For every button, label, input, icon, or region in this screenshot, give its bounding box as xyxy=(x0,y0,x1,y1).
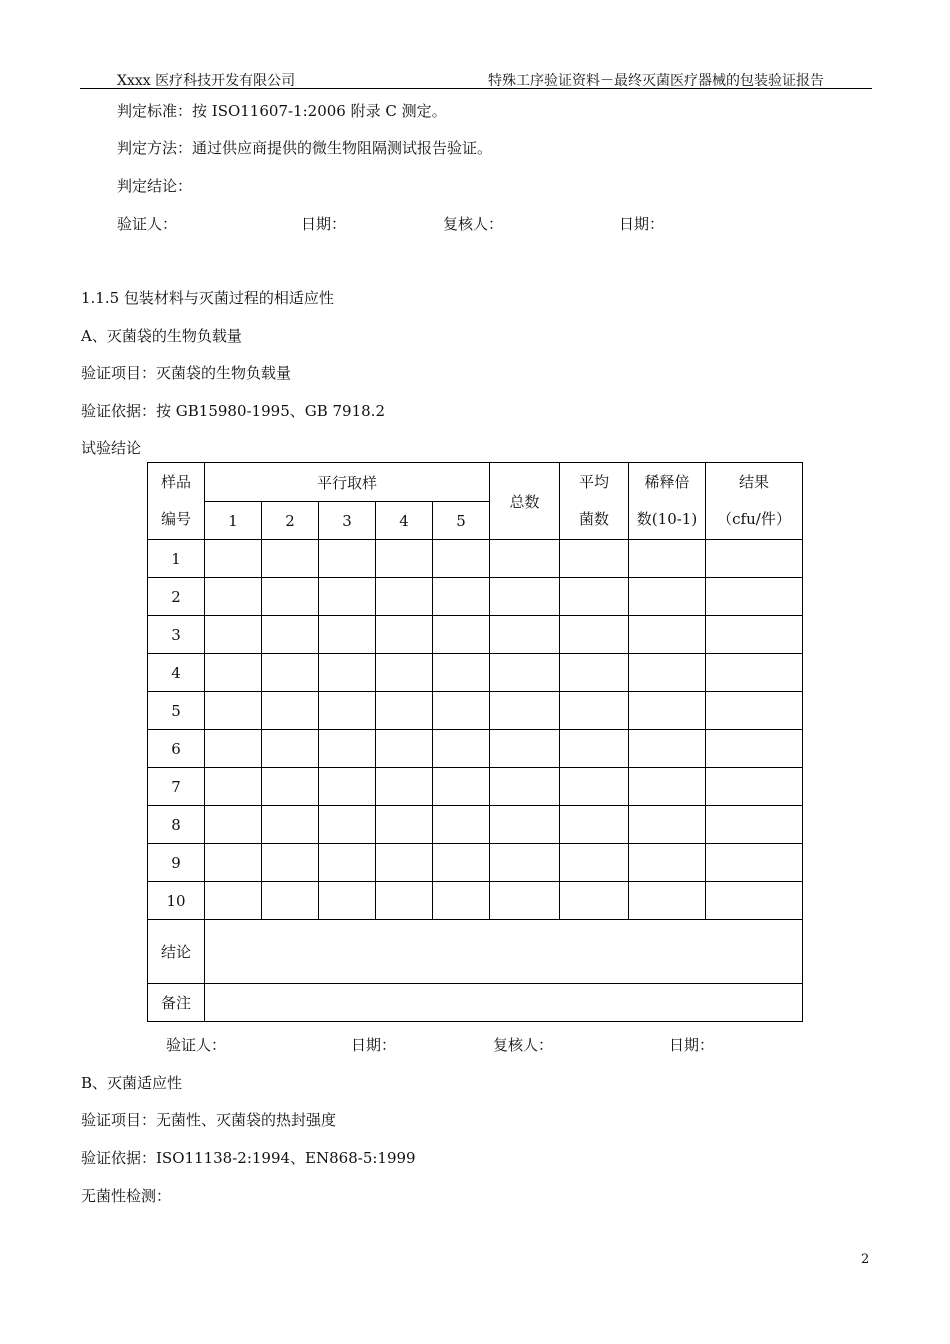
conclusion-label: 结论 xyxy=(148,920,205,984)
verification-item: 验证项目：无菌性、灭菌袋的热封强度 xyxy=(81,1111,337,1129)
date-label: 日期： xyxy=(619,215,665,233)
result-header: 结果 （cfu/件） xyxy=(706,463,803,540)
table-row xyxy=(148,616,803,654)
table-row xyxy=(148,730,803,768)
verifier-label: 验证人： xyxy=(117,215,178,233)
parallel-col-header: 1 xyxy=(205,502,262,540)
bioburden-table xyxy=(147,462,803,1022)
test-result-label: 试验结论 xyxy=(81,439,142,457)
remark-label: 备注 xyxy=(148,984,205,1022)
table-row xyxy=(148,806,803,844)
parallel-sampling-header: 平行取样 xyxy=(205,463,490,502)
parallel-col-header: 2 xyxy=(262,502,319,540)
table-row xyxy=(148,654,803,692)
header-company: Xxxx 医疗科技开发有限公司 xyxy=(117,73,296,89)
conclusion-cell xyxy=(205,920,803,984)
sample-number-cell: 7 xyxy=(148,768,205,806)
header-document-title: 特殊工序验证资料－最终灭菌医疗器械的包装验证报告 xyxy=(488,73,824,89)
date-label: 日期： xyxy=(351,1036,397,1054)
method-line: 判定方法：通过供应商提供的微生物阻隔测试报告验证。 xyxy=(117,139,493,157)
verification-item: 验证项目：灭菌袋的生物负载量 xyxy=(81,364,292,382)
sample-number-cell: 1 xyxy=(148,540,205,578)
conclusion-row xyxy=(148,920,803,984)
page-number: 2 xyxy=(861,1252,870,1267)
sample-number-cell: 5 xyxy=(148,692,205,730)
remark-cell xyxy=(205,984,803,1022)
sample-number-cell: 10 xyxy=(148,882,205,920)
verification-basis: 验证依据：按 GB15980-1995、GB 7918.2 xyxy=(81,402,385,420)
sample-number-cell: 9 xyxy=(148,844,205,882)
sample-number-cell: 2 xyxy=(148,578,205,616)
date-label: 日期： xyxy=(301,215,347,233)
table-row xyxy=(148,882,803,920)
parallel-col-header: 5 xyxy=(433,502,490,540)
table-row xyxy=(148,692,803,730)
header-row xyxy=(148,463,803,502)
section-title: 1.1.5 包装材料与灭菌过程的相适应性 xyxy=(81,289,334,307)
subsection-a-title: A、灭菌袋的生物负载量 xyxy=(81,327,242,345)
total-header: 总数 xyxy=(490,463,560,540)
sample-number-cell: 6 xyxy=(148,730,205,768)
remark-row xyxy=(148,984,803,1022)
subsection-b-title: B、灭菌适应性 xyxy=(81,1074,183,1092)
date-label: 日期： xyxy=(669,1036,715,1054)
table-row xyxy=(148,844,803,882)
verification-basis: 验证依据：ISO11138-2:1994、EN868-5:1999 xyxy=(81,1149,416,1167)
criterion-line: 判定标准：按 ISO11607-1:2006 附录 C 测定。 xyxy=(117,102,447,120)
conclusion-line: 判定结论： xyxy=(117,177,193,195)
sample-number-cell: 8 xyxy=(148,806,205,844)
reviewer-label: 复核人： xyxy=(493,1036,554,1054)
table-row xyxy=(148,578,803,616)
verifier-label: 验证人： xyxy=(166,1036,227,1054)
table-row xyxy=(148,768,803,806)
dilution-header: 稀释倍 数(10-1) xyxy=(629,463,706,540)
parallel-col-header: 3 xyxy=(319,502,376,540)
average-count-header: 平均 菌数 xyxy=(560,463,629,540)
sterility-test-label: 无菌性检测： xyxy=(81,1187,172,1205)
table-row xyxy=(148,540,803,578)
reviewer-label: 复核人： xyxy=(443,215,504,233)
sample-number-cell: 3 xyxy=(148,616,205,654)
sample-number-header: 样品 编号 xyxy=(148,463,205,540)
header-rule xyxy=(80,88,872,89)
parallel-col-header: 4 xyxy=(376,502,433,540)
sample-number-cell: 4 xyxy=(148,654,205,692)
